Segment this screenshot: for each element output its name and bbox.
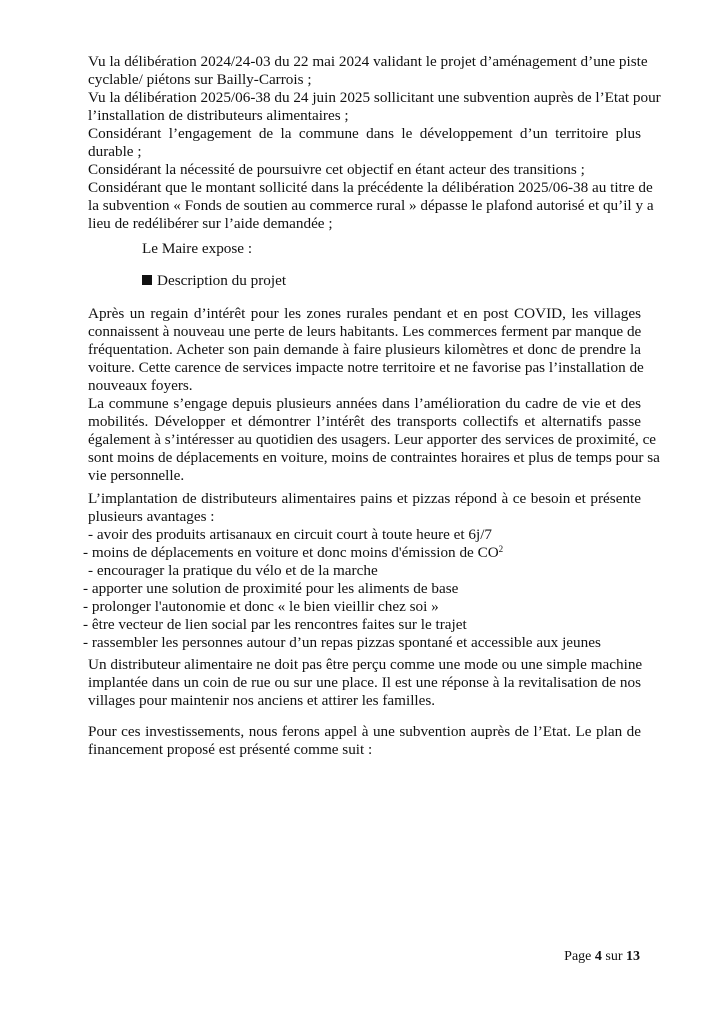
list-item: - avoir des produits artisanaux en circuit court à toute heure et 6j/7 — [88, 526, 493, 543]
paragraph-line: Pour ces investissements, nous ferons appel à une subvention auprès de l’Etat. Le plan de — [88, 723, 641, 740]
page-label: Page — [564, 949, 592, 964]
paragraph-line: L’implantation de distributeurs alimentaires pains et pizzas répond à ce besoin et présente — [88, 490, 641, 507]
considerant-line: cyclable/ piétons sur Bailly-Carrois ; — [88, 71, 312, 88]
paragraph-line: fréquentation. Acheter son pain demande à faire plusieurs kilomètres et donc de prendre la — [88, 341, 641, 358]
total-pages-number: 13 — [626, 949, 640, 964]
paragraph-line: nouveaux foyers. — [88, 377, 193, 394]
paragraph-line: Après un regain d’intérêt pour les zones rurales pendant et en post COVID, les villages — [88, 305, 641, 322]
considerant-line: Considérant l’engagement de la commune dans le développement d’un territoire plus — [88, 125, 641, 142]
square-bullet-icon — [142, 275, 152, 285]
paragraph-line: La commune s’engage depuis plusieurs années dans l’amélioration du cadre de vie et des — [88, 395, 641, 412]
considerant-line: l’installation de distributeurs alimentaires ; — [88, 107, 349, 124]
considerant-line: Considérant la nécessité de poursuivre cet objectif en étant acteur des transitions ; — [88, 161, 585, 178]
paragraph-line: villages pour maintenir nos anciens et attirer les familles. — [88, 692, 436, 709]
paragraph-line: implantée dans un coin de rue ou sur une place. Il est une réponse à la revitalisation de nos — [88, 674, 641, 691]
paragraph-line: plusieurs avantages : — [88, 508, 215, 525]
section-heading-text: Description du projet — [157, 272, 287, 289]
considerant-line: Considérant que le montant sollicité dans la précédente la délibération 2025/06-38 au titre de — [88, 179, 653, 196]
paragraph-line: voiture. Cette carence de services impacte notre territoire et ne favorise pas l’installation de — [88, 359, 644, 376]
list-item: - être vecteur de lien social par les rencontres faites sur le trajet — [83, 616, 467, 633]
considerant-line: lieu de redélibérer sur l’aide demandée ; — [88, 215, 333, 232]
list-item: - apporter une solution de proximité pour les aliments de base — [83, 580, 459, 597]
paragraph-line: sont moins de déplacements en voiture, moins de contraintes horaires et plus de temps pour sa — [88, 449, 660, 466]
considerant-line: durable ; — [88, 143, 142, 160]
section-heading — [142, 272, 286, 290]
paragraph-line: également à s’intéresser au quotidien des usagers. Leur apporter des services de proximité, ce — [88, 431, 657, 448]
paragraph-line: financement proposé est présenté comme suit : — [88, 741, 373, 758]
page-number-footer — [564, 948, 640, 966]
list-item: - encourager la pratique du vélo et de la marche — [88, 562, 378, 579]
co2-superscript: 2 — [498, 544, 504, 554]
current-page-number: 4 — [594, 949, 602, 964]
list-item: - prolonger l'autonomie et donc « le bien vieillir chez soi » — [83, 598, 439, 615]
maire-expose-label: Le Maire expose : — [142, 240, 253, 257]
list-item-text: - moins de déplacements en voiture et donc moins d'émission de CO — [83, 544, 499, 561]
list-item: - rassembler les personnes autour d’un repas pizzas spontané et accessible aux jeunes — [83, 634, 601, 651]
considerant-line: Vu la délibération 2025/06-38 du 24 juin 2025 sollicitant une subvention auprès de l’Etat pour — [88, 89, 661, 106]
considerant-line: la subvention « Fonds de soutien au commerce rural » dépasse le plafond autorisé et qu’il y a — [88, 197, 654, 214]
considerant-line: Vu la délibération 2024/24-03 du 22 mai 2024 validant le projet d’aménagement d’une piste — [88, 53, 648, 70]
of-label: sur — [605, 949, 623, 964]
paragraph-line: Un distributeur alimentaire ne doit pas être perçu comme une mode ou une simple machine — [88, 656, 643, 673]
list-item — [83, 544, 503, 562]
paragraph-line: mobilités. Développer et démontrer l’intérêt des transports collectifs et alternatifs passe — [88, 413, 641, 430]
paragraph-line: vie personnelle. — [88, 467, 185, 484]
paragraph-line: connaissent à nouveau une perte de leurs habitants. Les commerces ferment par manque de — [88, 323, 642, 340]
